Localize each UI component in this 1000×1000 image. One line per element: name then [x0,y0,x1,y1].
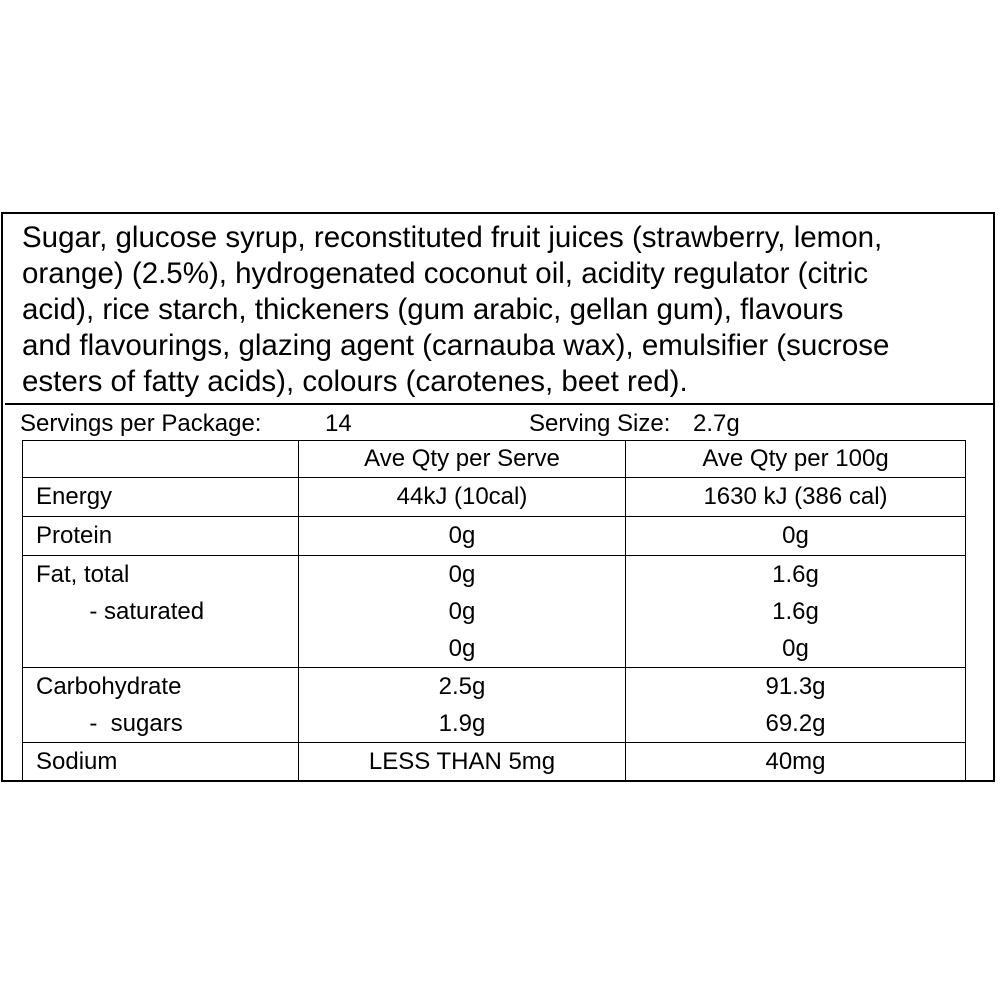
per100-value: 40mg [765,748,826,775]
nutrient-subname [23,630,298,667]
ingredients-line: acid), rice starch, thickeners (gum arabic, gellan gum), flavours [22,293,844,326]
table-row [23,743,966,782]
header-cell-100g [626,441,966,478]
per100-value: 91.3g [765,673,826,700]
per100-value: 0g [782,522,809,549]
servings-per-package-label: Servings per Package: [20,410,262,437]
serve-value: 1.9g [438,710,486,737]
header-label: Ave Qty per Serve [364,445,560,472]
nutrient-name: Energy [36,483,113,510]
serve-value-cell [299,556,626,668]
serve-value: 0g [448,635,476,662]
table-header-row [23,441,966,478]
serve-value-cell [299,668,626,743]
serve-value: 44kJ (10cal) [396,483,528,510]
nutrient-subname: - sugars [36,710,183,737]
per100-value: 69.2g [765,710,826,737]
serve-value: 0g [448,522,476,549]
nutrient-name: Fat, total [36,561,130,588]
table-row [23,478,966,517]
nutrient-name: Sodium [36,748,118,775]
nutrition-label [1,212,995,782]
per100-value: 1.6g [772,561,819,588]
per100-value-cell [626,556,966,668]
table-row [23,556,966,668]
serve-value: 2.5g [438,673,486,700]
serve-value-cell [299,517,626,556]
nutrition-table [22,440,966,782]
per100-value: 0g [782,635,809,662]
serving-size-label: Serving Size: [529,410,671,437]
serve-value: LESS THAN 5mg [368,748,556,775]
serve-value-cell [299,743,626,782]
ingredients-line: Sugar, glucose syrup, reconstituted fruit juices (strawberry, lemon, [22,221,883,254]
per100-value-cell [626,743,966,782]
serving-size-value: 2.7g [693,410,740,437]
per100-value: 1630 kJ (386 cal) [703,483,888,510]
serve-value-cell [299,478,626,517]
nutrient-name-cell [23,478,299,517]
per100-value-cell [626,478,966,517]
servings-row [3,406,993,440]
per100-value: 1.6g [772,598,819,625]
header-label: Ave Qty per 100g [702,445,889,472]
per100-value-cell [626,517,966,556]
serve-value: 0g [448,561,476,588]
serve-value: 0g [448,598,476,625]
ingredients-line: and flavourings, glazing agent (carnauba wax), emulsifier (sucrose [22,329,890,362]
nutrient-name: Protein [36,522,113,549]
header-label [23,441,298,477]
header-cell-nutrient [23,441,299,478]
per100-value-cell [626,668,966,743]
nutrient-name-cell [23,556,299,668]
ingredients-line: esters of fatty acids), colours (carotenes, beet red). [22,365,688,398]
ingredients-line: orange) (2.5%), hydrogenated coconut oil, acidity regulator (citric [22,257,869,290]
servings-per-package-value: 14 [325,410,352,437]
nutrient-name-cell [23,517,299,556]
nutrient-name-cell [23,743,299,782]
ingredients-list [5,216,995,405]
table-row [23,517,966,556]
header-cell-serve [299,441,626,478]
nutrient-name-cell [23,668,299,743]
table-row [23,668,966,743]
nutrient-name: Carbohydrate [36,673,182,700]
nutrient-subname: - saturated [36,598,205,625]
